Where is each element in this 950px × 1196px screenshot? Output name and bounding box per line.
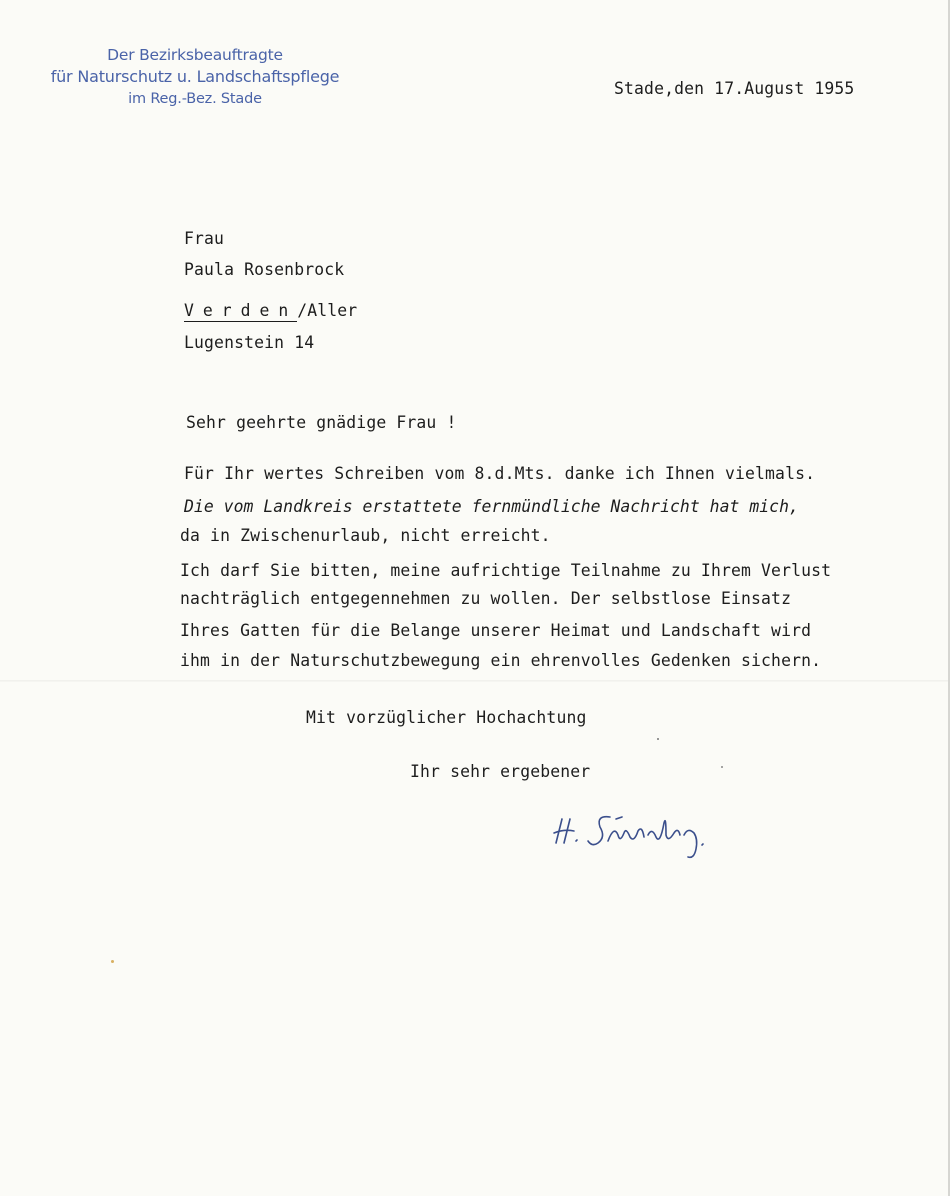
body-line: Ihres Gatten für die Belange unserer Heimat und Landschaft wird <box>180 621 812 640</box>
recipient-street: Lugenstein 14 <box>184 333 315 352</box>
letterhead-line-2: für Naturschutz u. Landschaftspflege <box>50 67 340 86</box>
recipient-city: Verden <box>184 301 298 320</box>
body-line: Für Ihr wertes Schreiben vom 8.d.Mts. danke ich Ihnen vielmals. <box>184 464 816 483</box>
body-line: Ich darf Sie bitten, meine aufrichtige Teilnahme zu Ihrem Verlust <box>180 561 832 580</box>
paper-speck <box>721 766 723 768</box>
handwritten-signature <box>548 805 758 865</box>
body-line: da in Zwischenurlaub, nicht erreicht. <box>180 526 551 545</box>
recipient-name: Paula Rosenbrock <box>184 260 345 279</box>
body-line: Die vom Landkreis erstattete fernmündliche Nachricht hat mich, <box>184 497 799 516</box>
recipient-city-line <box>184 301 357 320</box>
greeting: Sehr geehrte gnädige Frau ! <box>186 413 457 432</box>
paper-speck <box>111 960 114 963</box>
body-line: ihm in der Naturschutzbewegung ein ehrenvolles Gedenken sichern. <box>180 651 822 670</box>
body-line: nachträglich entgegennehmen zu wollen. Der selbstlose Einsatz <box>180 589 792 608</box>
regards-phrase: Ihr sehr ergebener <box>410 762 591 781</box>
letterhead-stamp <box>40 44 350 110</box>
recipient-city-suffix: /Aller <box>297 301 358 320</box>
closing-phrase: Mit vorzüglicher Hochachtung <box>306 708 587 727</box>
letterhead-line-1: Der Bezirksbeauftragte <box>107 46 283 64</box>
letterhead-line-3: im Reg.-Bez. Stade <box>128 91 262 107</box>
letter-date: Stade,den 17.August 1955 <box>614 79 855 98</box>
paper-fold <box>0 680 948 682</box>
recipient-title: Frau <box>184 229 225 248</box>
paper-speck <box>657 738 659 740</box>
